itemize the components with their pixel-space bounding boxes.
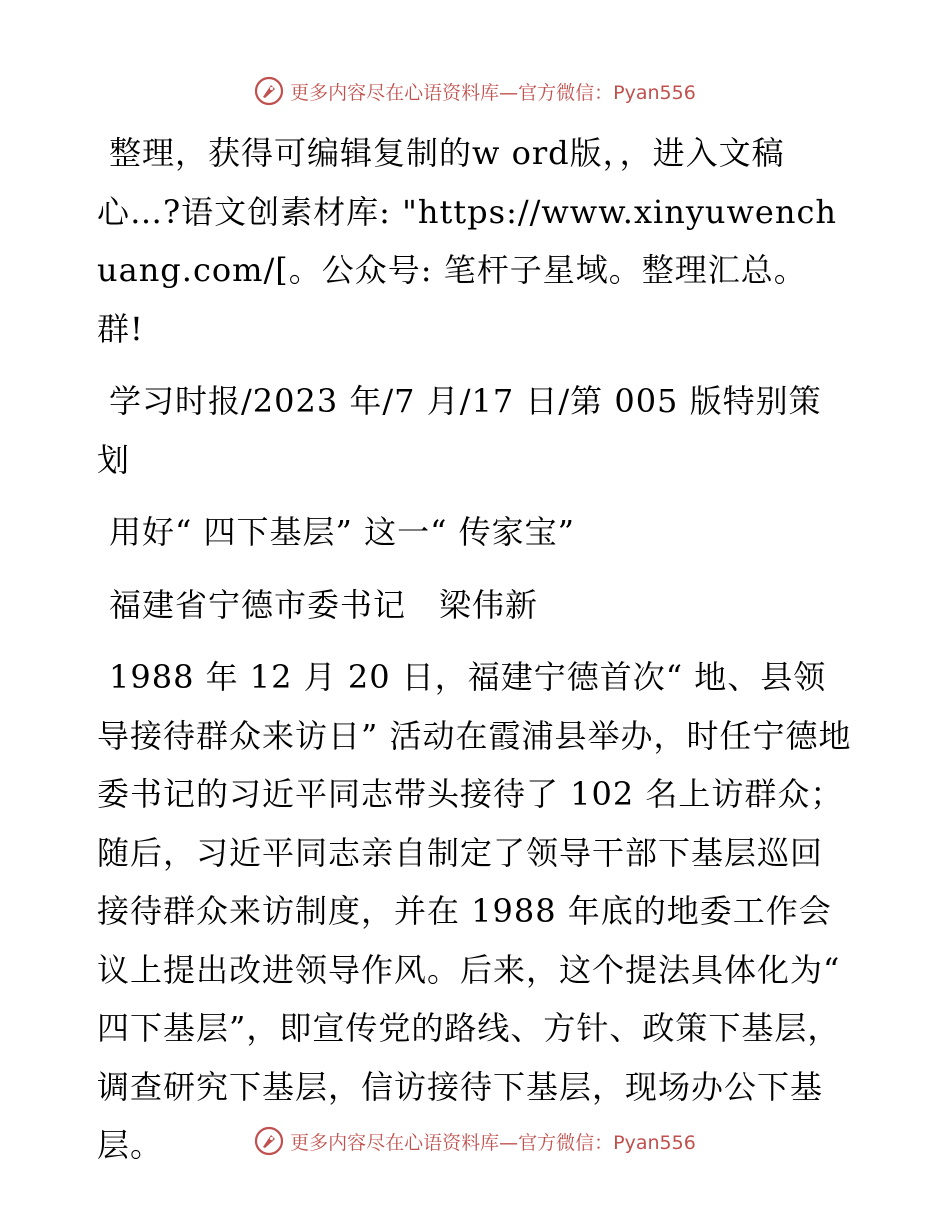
intro-paragraph: 整理，获得可编辑复制的w ord版，，进入文稿心…?语文创素材库: "https://www.xinyuwenchuang.com/[。公众号: 笔杆子星域。整理汇总。群! — [97, 134, 838, 348]
source-line: 学习时报/2023 年/7 月/17 日/第 005 版特别策划 — [97, 382, 822, 479]
pen-nib-circle-logo-icon — [254, 1126, 284, 1156]
pen-nib-circle-logo-icon — [254, 76, 284, 106]
watermark-text: 更多内容尽在心语资料库—官方微信：Pyan556 — [290, 81, 696, 104]
body-paragraph: 1988 年 12 月 20 日，福建宁德首次“ 地、县领导接待群众来访日” 活动在霞浦县举办，时任宁德地委书记的习近平同志带头接待了 102 名上访群众；随后，习近平同志亲自制定了领导干部下基层巡回接待群众来访制度，并在 1988 年底的地委工作会议上提出改进领导作风。后来，这个提法具体化为“ 四下基层”，即宣传党的路线、方针、政策下基层，调查研究下基层，信访接待下基层，现场办公下基层。 — [97, 658, 852, 1164]
header-watermark-banner — [0, 76, 950, 106]
author-line: 福建省宁德市委书记 梁伟新 — [109, 585, 539, 624]
article-title: 用好“ 四下基层” 这一“ 传家宝” — [109, 513, 575, 551]
watermark-text: 更多内容尽在心语资料库—官方微信：Pyan556 — [290, 1131, 696, 1154]
footer-watermark-banner — [0, 1126, 950, 1156]
document-body — [97, 124, 852, 1189]
